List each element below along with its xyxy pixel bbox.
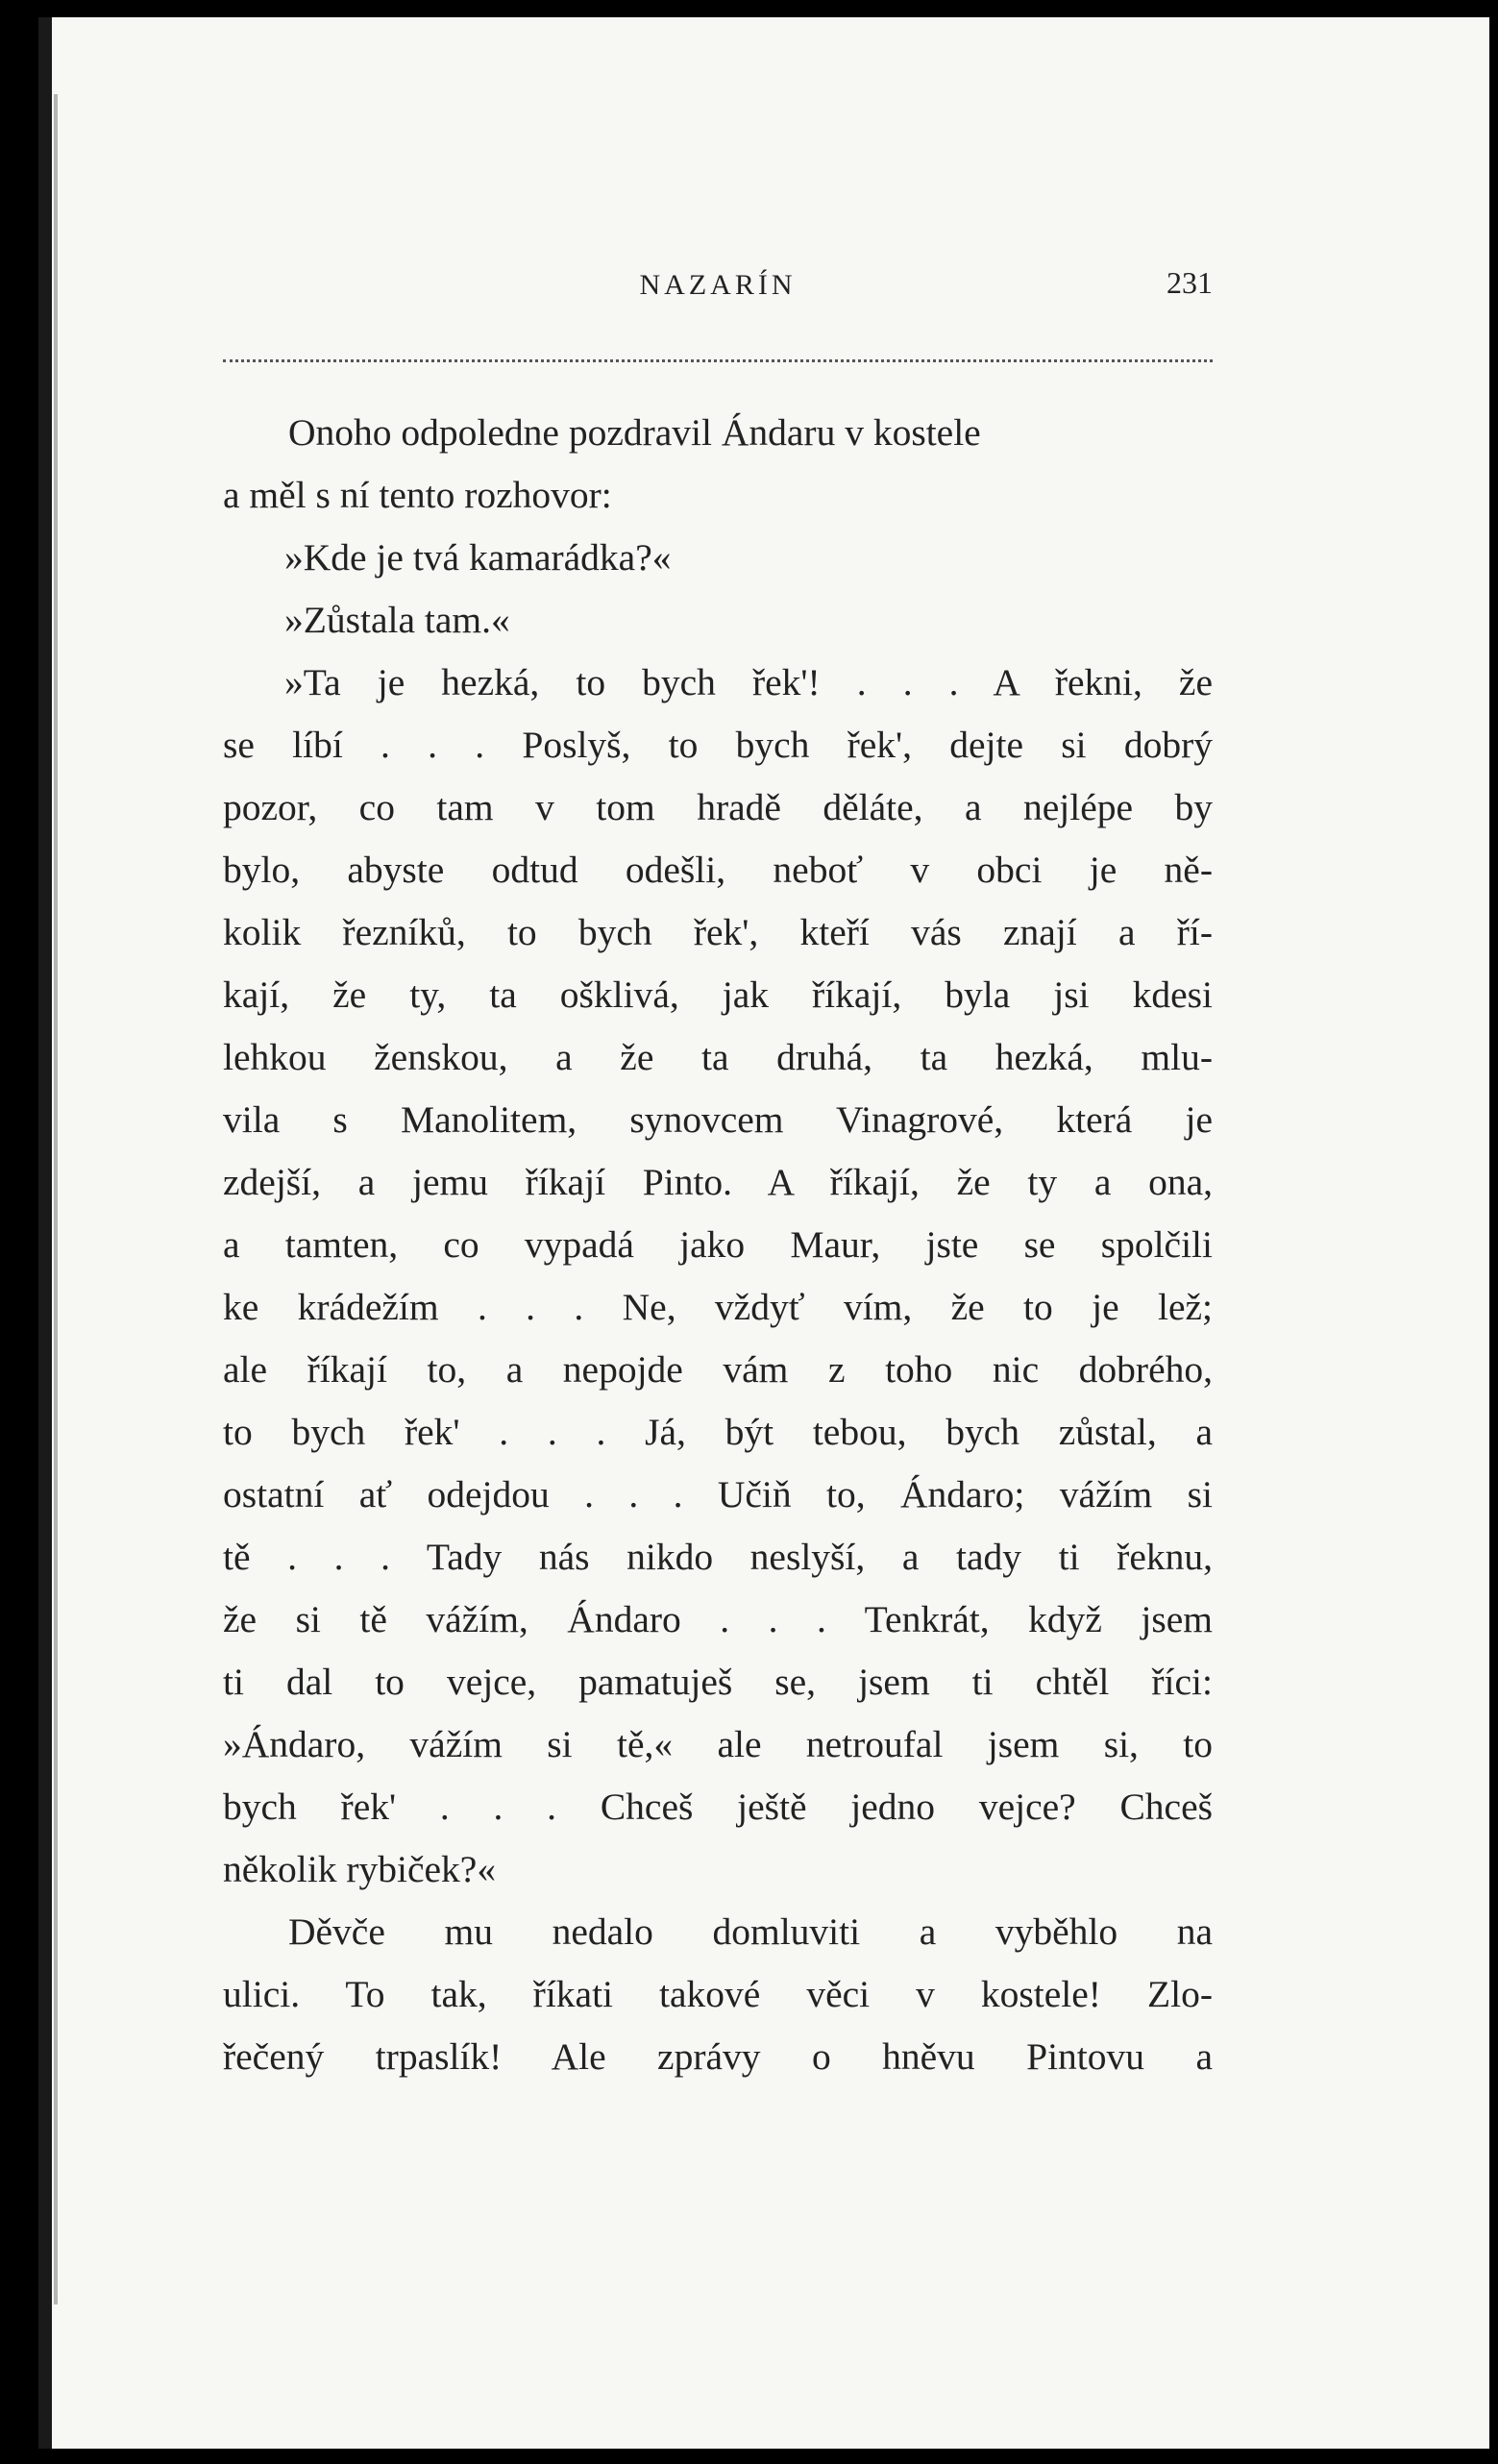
text-line: Děvče mu nedalo domluviti a vyběhlo na [288,1910,1213,1953]
text-line: se líbí . . . Poslyš, to bych řek', dejte si dobrý [223,724,1213,766]
text-line: lehkou ženskou, a že ta druhá, ta hezká, mlu- [223,1036,1213,1078]
text-line: to bych řek' . . . Já, být tebou, bych zůstal, a [223,1411,1213,1453]
text-line: ti dal to vejce, pamatuješ se, jsem ti chtěl říci: [223,1661,1213,1703]
text-line: a měl s ní tento rozhovor: [223,474,612,516]
text-line: ostatní ať odejdou . . . Učiň to, Ándaro; vážím si [223,1473,1213,1515]
text-line: »Ta je hezká, to bych řek'! . . . A řekni, že [284,661,1213,703]
text-line: pozor, co tam v tom hradě děláte, a nejlépe by [223,786,1213,828]
text-line: bych řek' . . . Chceš ještě jedno vejce? Chceš [223,1786,1213,1828]
page-header [223,258,1213,315]
text-line: kají, že ty, ta ošklivá, jak říkají, byla jsi kdesi [223,973,1213,1016]
text-line: ke krádežím . . . Ne, vždyť vím, že to je lež; [223,1286,1213,1328]
text-line: tě . . . Tady nás nikdo neslyší, a tady ti řeknu, [223,1536,1213,1578]
text-line: ulici. To tak, říkati takové věci v kostele! Zlo- [223,1973,1213,2015]
text-line: a tamten, co vypadá jako Maur, jste se spolčili [223,1223,1213,1266]
book-spine-edge [38,17,52,2449]
text-line: »Zůstala tam.« [284,599,510,641]
text-line: Onoho odpoledne pozdravil Ándaru v kostele [288,411,981,454]
text-line: bylo, abyste odtud odešli, neboť v obci je ně- [223,849,1213,891]
text-line: ale říkají to, a nepojde vám z toho nic dobrého, [223,1348,1213,1391]
text-line: řečený trpaslík! Ale zprávy o hněvu Pintovu a [223,2035,1213,2078]
text-line: vila s Manolitem, synovcem Vinagrové, která je [223,1098,1213,1141]
text-line: »Kde je tvá kamarádka?« [284,536,672,579]
text-line: »Ándaro, vážím si tě,« ale netroufal jsem si, to [223,1723,1213,1765]
gutter-shadow [54,94,58,2304]
page-number: 231 [1166,265,1213,300]
body-text [223,402,1213,2088]
text-line: zdejší, a jemu říkají Pinto. A říkají, že ty a ona, [223,1161,1213,1203]
running-title: NAZARÍN [639,269,797,301]
header-rule [223,359,1213,362]
text-line: že si tě vážím, Ándaro . . . Tenkrát, když jsem [223,1598,1213,1640]
text-line: několik rybiček?« [223,1848,497,1890]
text-line: kolik řezníků, to bych řek', kteří vás znají a ří- [223,911,1213,953]
